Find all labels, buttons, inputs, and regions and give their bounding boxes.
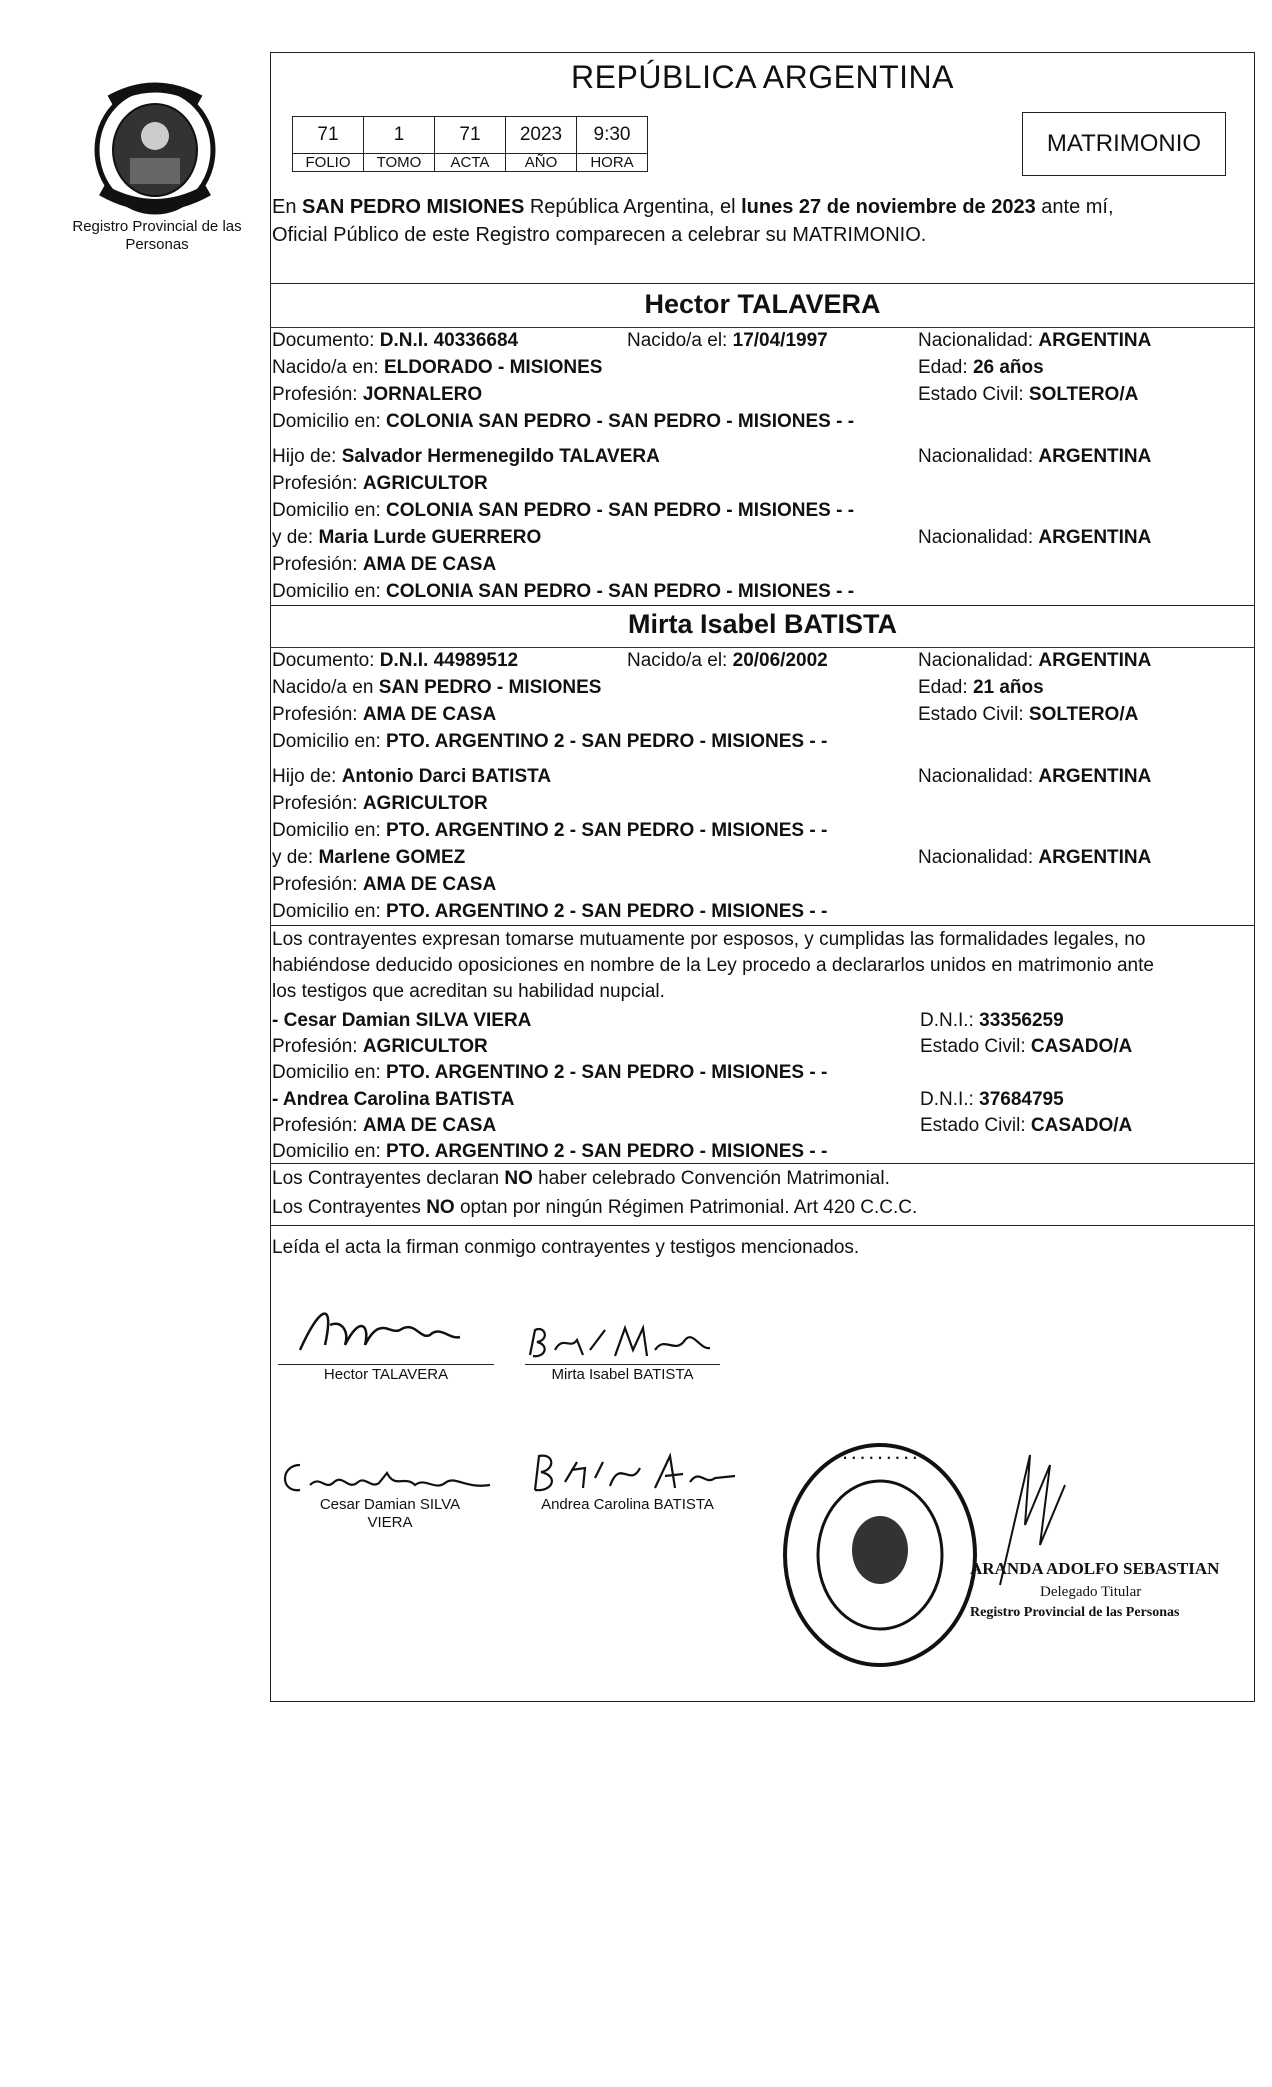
bride-father-address: Domicilio en: PTO. ARGENTINO 2 - SAN PEDRO - MISIONES - - (272, 820, 828, 841)
groom-signature-caption: Hector TALAVERA (323, 1366, 449, 1383)
divider (270, 327, 1255, 328)
groom-document: Documento: D.N.I. 40336684 (272, 330, 519, 351)
signature-line (525, 1364, 720, 1365)
witness-1-profession: Profesión: AGRICULTOR (272, 1036, 488, 1057)
folio-value: 71 (293, 117, 364, 154)
groom-father-nationality: Nacionalidad: ARGENTINA (918, 446, 1152, 467)
witness-2-signature-icon (525, 1448, 745, 1498)
bride-nationality: Nacionalidad: ARGENTINA (918, 650, 1152, 671)
province-logo (80, 80, 230, 225)
groom-mother-profession: Profesión: AMA DE CASA (272, 554, 497, 575)
bride-profession: Profesión: AMA DE CASA (272, 704, 497, 725)
groom-mother-address: Domicilio en: COLONIA SAN PEDRO - SAN PEDRO - MISIONES - - (272, 581, 855, 602)
anio-value: 2023 (506, 117, 577, 154)
witness-2-address: Domicilio en: PTO. ARGENTINO 2 - SAN PEDRO - MISIONES - - (272, 1141, 828, 1162)
groom-signature-icon (290, 1295, 490, 1365)
divider (270, 1163, 1255, 1164)
folio-label: FOLIO (293, 154, 364, 172)
divider (270, 605, 1255, 606)
bride-mother-address: Domicilio en: PTO. ARGENTINO 2 - SAN PEDRO - MISIONES - - (272, 901, 828, 922)
convention-line-2: Los Contrayentes NO optan por ningún Régimen Patrimonial. Art 420 C.C.C. (272, 1197, 918, 1218)
act-type-box: MATRIMONIO (1022, 112, 1226, 176)
tomo-label: TOMO (364, 154, 435, 172)
hora-value: 9:30 (577, 117, 648, 154)
witness-2-signature-caption: Andrea Carolina BATISTA (541, 1496, 714, 1513)
bride-mother: y de: Marlene GOMEZ (272, 847, 466, 868)
bride-age: Edad: 21 años (918, 677, 1044, 698)
bride-signature-caption: Mirta Isabel BATISTA (551, 1366, 694, 1383)
groom-age: Edad: 26 años (918, 357, 1044, 378)
groom-name: Hector TALAVERA (644, 289, 881, 319)
bride-father: Hijo de: Antonio Darci BATISTA (272, 766, 552, 787)
bride-father-profession: Profesión: AGRICULTOR (272, 793, 488, 814)
intro-line-1: En SAN PEDRO MISIONES República Argentina, el lunes 27 de noviembre de 2023 ante mí, (272, 196, 1114, 218)
witness-2-civil-status: Estado Civil: CASADO/A (920, 1115, 1133, 1136)
tomo-value: 1 (364, 117, 435, 154)
bride-address: Domicilio en: PTO. ARGENTINO 2 - SAN PEDRO - MISIONES - - (272, 731, 828, 752)
official-seal-icon (780, 1440, 980, 1670)
groom-father-address: Domicilio en: COLONIA SAN PEDRO - SAN PEDRO - MISIONES - - (272, 500, 855, 521)
witness-2-profession: Profesión: AMA DE CASA (272, 1115, 497, 1136)
witness-1-address: Domicilio en: PTO. ARGENTINO 2 - SAN PEDRO - MISIONES - - (272, 1062, 828, 1083)
groom-father-profession: Profesión: AGRICULTOR (272, 473, 488, 494)
bride-birth-date: Nacido/a el: 20/06/2002 (627, 650, 828, 671)
divider (270, 283, 1255, 284)
closing-statement: Leída el acta la firman conmigo contrayentes y testigos mencionados. (272, 1237, 860, 1258)
divider (270, 1225, 1255, 1226)
bride-signature-icon (525, 1320, 725, 1368)
groom-nationality: Nacionalidad: ARGENTINA (918, 330, 1152, 351)
witness-1-signature-icon (275, 1455, 495, 1500)
misiones-coat-of-arms-icon (80, 80, 230, 220)
officer-name: ARANDA ADOLFO SEBASTIAN (970, 1559, 1220, 1578)
witness-1-dni: D.N.I.: 33356259 (920, 1010, 1064, 1031)
bride-birth-place: Nacido/a en SAN PEDRO - MISIONES (272, 677, 602, 698)
acta-value: 71 (435, 117, 506, 154)
bride-document: Documento: D.N.I. 44989512 (272, 650, 519, 671)
hora-label: HORA (577, 154, 648, 172)
country-title: REPÚBLICA ARGENTINA (571, 59, 954, 95)
groom-profession: Profesión: JORNALERO (272, 384, 483, 405)
groom-mother-nationality: Nacionalidad: ARGENTINA (918, 527, 1152, 548)
groom-birth-date: Nacido/a el: 17/04/1997 (627, 330, 828, 351)
witness-2-dni: D.N.I.: 37684795 (920, 1089, 1064, 1110)
intro-line-2: Oficial Público de este Registro comparecen a celebrar su MATRIMONIO. (272, 224, 927, 246)
divider (270, 647, 1255, 648)
bride-name: Mirta Isabel BATISTA (627, 609, 898, 639)
witness-1-signature-caption: Cesar Damian SILVA VIERA (319, 1496, 461, 1531)
divider (270, 925, 1255, 926)
convention-line-1: Los Contrayentes declaran NO haber celebrado Convención Matrimonial. (272, 1168, 890, 1189)
officer-title: Delegado Titular (1040, 1584, 1142, 1600)
registry-table (292, 116, 648, 172)
bride-mother-profession: Profesión: AMA DE CASA (272, 874, 497, 895)
registry-caption: Registro Provincial de las Personas (72, 218, 242, 253)
witness-1-civil-status: Estado Civil: CASADO/A (920, 1036, 1133, 1057)
declaration-line-3: los testigos que acreditan su habilidad nupcial. (272, 981, 665, 1002)
bride-mother-nationality: Nacionalidad: ARGENTINA (918, 847, 1152, 868)
declaration-line-1: Los contrayentes expresan tomarse mutuamente por esposos, y cumplidas las formalidades legales, no (272, 929, 1146, 950)
declaration-line-2: habiéndose deducido oposiciones en nombre de la Ley procedo a declararlos unidos en matrimonio ante (272, 955, 1154, 976)
groom-father: Hijo de: Salvador Hermenegildo TALAVERA (272, 446, 660, 467)
groom-birth-place: Nacido/a en: ELDORADO - MISIONES (272, 357, 603, 378)
groom-civil-status: Estado Civil: SOLTERO/A (918, 384, 1139, 405)
bride-father-nationality: Nacionalidad: ARGENTINA (918, 766, 1152, 787)
signature-line (278, 1364, 494, 1365)
witness-1-name: - Cesar Damian SILVA VIERA (272, 1010, 532, 1031)
svg-text:· · · · · · · · · · ·: · · · · · · · · · · · (834, 1451, 926, 1465)
bride-civil-status: Estado Civil: SOLTERO/A (918, 704, 1139, 725)
groom-address: Domicilio en: COLONIA SAN PEDRO - SAN PEDRO - MISIONES - - (272, 411, 855, 432)
acta-label: ACTA (435, 154, 506, 172)
witness-2-name: - Andrea Carolina BATISTA (272, 1089, 515, 1110)
officer-organization: Registro Provincial de las Personas (970, 1605, 1180, 1620)
groom-mother: y de: Maria Lurde GUERRERO (272, 527, 542, 548)
anio-label: AÑO (506, 154, 577, 172)
